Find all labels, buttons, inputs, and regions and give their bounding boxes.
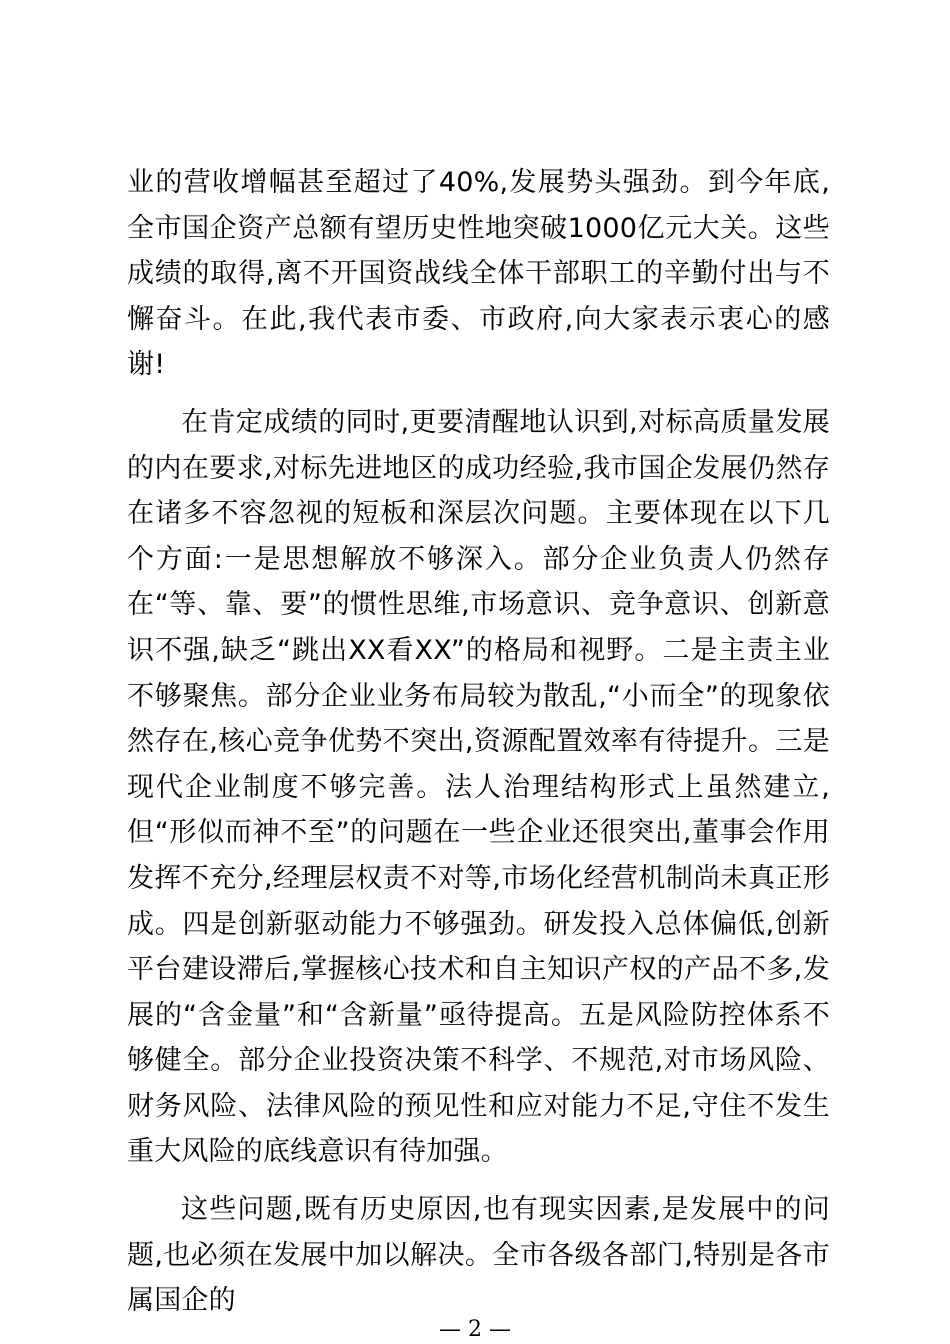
paragraph-continued: 业的营收增幅甚至超过了40%,发展势头强劲。到今年底,全市国企资产总额有望历史性地突破1000亿元大关。这些成绩的取得,离不开国资战线全体干部职工的辛勤付出与不懈奋斗。在此,我代表市委、市政府,向大家表示衷心的感谢! <box>127 167 830 381</box>
paragraph-causes: 这些问题,既有历史原因,也有现实因素,是发展中的问题,也必须在发展中加以解决。全市各级各部门,特别是各市属国企的 <box>127 1194 830 1317</box>
document-body <box>127 160 830 1324</box>
paragraph-problems: 在肯定成绩的同时,更要清醒地认识到,对标高质量发展的内在要求,对标先进地区的成功经验,我市国企发展仍然存在诸多不容忽视的短板和深层次问题。主要体现在以下几个方面:一是思想解放不够深入。部分企业负责人仍然存在“等、靠、要”的惯性思维,市场意识、竞争意识、创新意识不强,缺乏“跳出XX看XX”的格局和视野。二是主责主业不够聚焦。部分企业业务布局较为散乱,“小而全”的现象依然存在,核心竞争优势不突出,资源配置效率有待提升。三是现代企业制度不够完善。法人治理结构形式上虽然建立,但“形似而神不至”的问题在一些企业还很突出,董事会作用发挥不充分,经理层权责不对等,市场化经营机制尚未真正形成。四是创新驱动能力不够强劲。研发投入总体偏低,创新平台建设滞后,掌握核心技术和自主知识产权的产品不多,发展的“含金量”和“含新量”亟待提高。五是风险防控体系不够健全。部分企业投资决策不科学、不规范,对市场风险、财务风险、法律风险的预见性和应对能力不足,守住不发生重大风险的底线意识有待加强。 <box>127 406 830 1168</box>
page-number: — 2 — <box>439 1317 511 1342</box>
